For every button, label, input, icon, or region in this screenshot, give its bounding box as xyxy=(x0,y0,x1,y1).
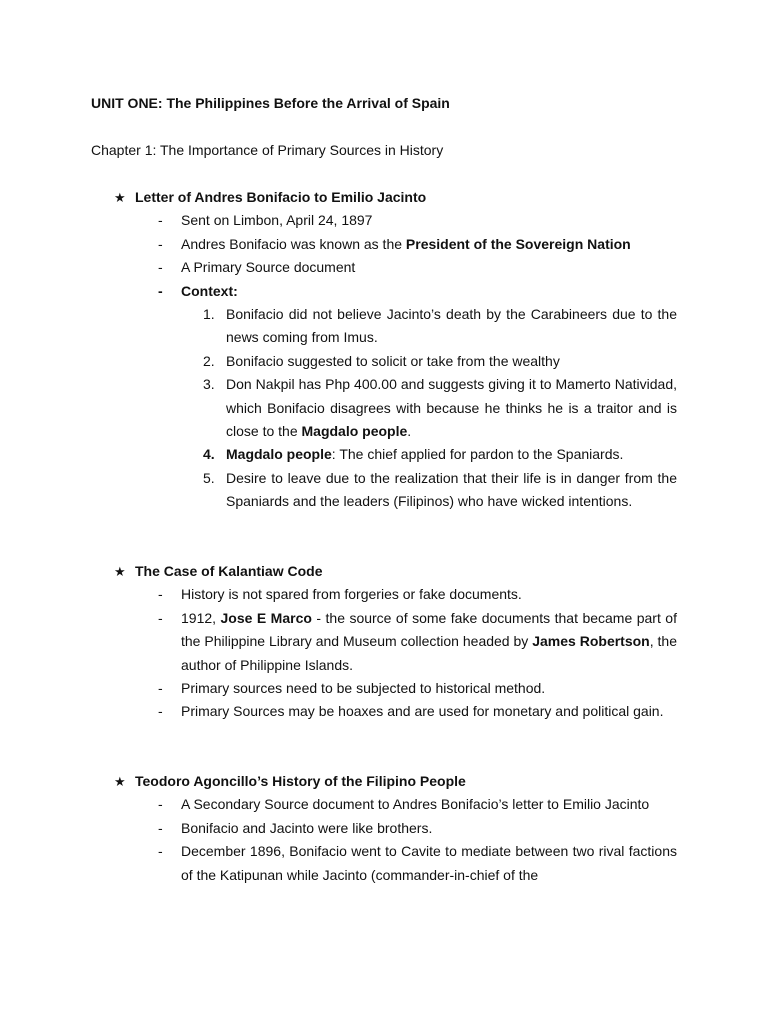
numbered-item xyxy=(0,303,768,350)
list-item-text: A Primary Source document xyxy=(181,259,356,276)
numbered-item-text: Bonifacio suggested to solicit or take from the wealthy xyxy=(226,352,560,369)
section-header xyxy=(0,560,768,583)
list-item-text: Primary Sources may be hoaxes and are used for monetary and political gain. xyxy=(181,703,664,720)
section-title: Letter of Andres Bonifacio to Emilio Jacinto xyxy=(135,189,427,205)
item-number: 4. xyxy=(203,446,215,463)
list-item-text: History is not spared from forgeries or fake documents. xyxy=(181,586,522,603)
star-bullet-icon: ★ xyxy=(114,774,126,789)
section-title: The Case of Kalantiaw Code xyxy=(135,563,323,579)
emphasis: James Robertson xyxy=(532,633,650,650)
item-number: 2. xyxy=(203,352,215,369)
numbered-item xyxy=(0,467,768,514)
numbered-item-text: Don Nakpil has Php 400.00 and suggests giving it to Mamerto Natividad, which Bonifacio disagrees with because he thinks he is a traitor and is close to the Magdalo people. xyxy=(226,376,677,440)
emphasis: Magdalo people xyxy=(226,446,332,463)
list-item xyxy=(0,209,768,232)
numbered-item-text: Bonifacio did not believe Jacinto’s death by the Carabineers due to the news coming from Imus. xyxy=(226,306,677,346)
emphasis: Magdalo people xyxy=(301,423,408,440)
list-item xyxy=(0,793,768,816)
dash-bullet-icon: - xyxy=(158,586,163,603)
context-label: Context: xyxy=(181,282,238,299)
item-number: 3. xyxy=(203,376,215,393)
dash-bullet-icon: - xyxy=(158,609,163,626)
chapter-title: Chapter 1: The Importance of Primary Sources in History xyxy=(91,142,444,158)
list-item-text: Bonifacio and Jacinto were like brothers. xyxy=(181,819,433,836)
list-item-text: Sent on Limbon, April 24, 1897 xyxy=(181,212,373,229)
dash-bullet-icon: - xyxy=(158,259,163,276)
list-item xyxy=(0,256,768,279)
star-bullet-icon: ★ xyxy=(114,564,126,579)
numbered-item xyxy=(0,373,768,443)
dash-bullet-icon: - xyxy=(158,680,163,697)
list-item xyxy=(0,677,768,700)
list-item xyxy=(0,233,768,256)
emphasis: Jose E Marco xyxy=(220,609,312,626)
list-item-text: Primary sources need to be subjected to historical method. xyxy=(181,680,546,697)
list-item xyxy=(0,583,768,606)
list-item-text: Andres Bonifacio was known as the President of the Sovereign Nation xyxy=(181,235,631,252)
list-item xyxy=(0,607,768,677)
numbered-item-text: Magdalo people: The chief applied for pardon to the Spaniards. xyxy=(226,446,624,463)
dash-bullet-icon: - xyxy=(158,796,163,813)
numbered-item-text: Desire to leave due to the realization that their life is in danger from the Spaniards and the leaders (Filipinos) who have wicked intentions. xyxy=(226,469,677,510)
item-number: 1. xyxy=(203,306,215,323)
star-bullet-icon: ★ xyxy=(114,190,126,205)
item-number: 5. xyxy=(203,469,215,486)
section-bonifacio-letter xyxy=(0,186,768,514)
list-item xyxy=(0,817,768,840)
list-item xyxy=(0,700,768,723)
numbered-item xyxy=(0,443,768,466)
unit-title: UNIT ONE: The Philippines Before the Arrival of Spain xyxy=(91,95,450,111)
list-item-text: 1912, Jose E Marco - the source of some fake documents that became part of the Philippine Library and Museum collection headed by James Robertson, the author of Philippine Islands. xyxy=(181,609,678,673)
list-item-text: A Secondary Source document to Andres Bonifacio’s letter to Emilio Jacinto xyxy=(181,796,650,813)
dash-bullet-icon: - xyxy=(158,235,163,252)
section-title: Teodoro Agoncillo’s History of the Filipino People xyxy=(135,773,466,789)
section-header xyxy=(0,186,768,209)
dash-bullet-icon: - xyxy=(158,212,163,229)
section-agoncillo-history xyxy=(0,770,768,887)
section-kalantiaw-code xyxy=(0,560,768,724)
list-item-text: December 1896, Bonifacio went to Cavite to mediate between two rival factions of the Katipunan while Jacinto (commander-in-chief of the xyxy=(181,843,677,883)
dash-bullet-icon: - xyxy=(158,819,163,836)
dash-bullet-icon: - xyxy=(158,703,163,720)
emphasis: President of the Sovereign Nation xyxy=(405,235,631,252)
list-item-text xyxy=(181,280,677,303)
section-header xyxy=(0,770,768,793)
dash-bullet-icon: - xyxy=(158,282,163,299)
dash-bullet-icon: - xyxy=(158,843,163,860)
list-item-context xyxy=(0,280,768,303)
numbered-item xyxy=(0,350,768,373)
list-item xyxy=(0,840,768,887)
